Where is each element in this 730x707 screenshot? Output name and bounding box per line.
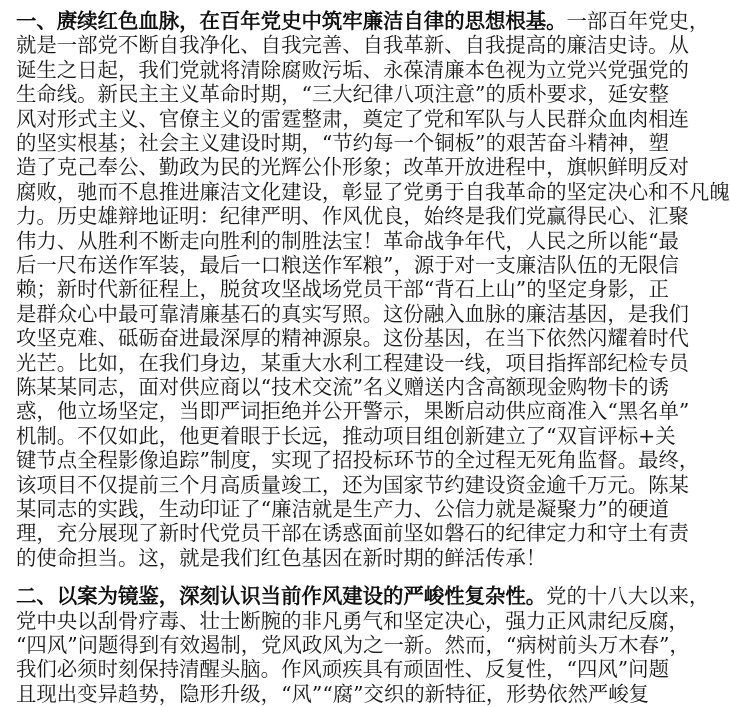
section1-line-22: 的使命担当。这，就是我们红色基因在新时期的鲜活传承！ bbox=[16, 545, 547, 570]
section1-line-19: 该项目不仅提前三个月高质量竣工，还为国家节约建设资金逾千万元。陈某 bbox=[16, 472, 689, 497]
section1-first-line bbox=[16, 8, 710, 34]
section2-line-2: “四风”问题得到有效遏制，党风政风为之一新。然而，“病树前头万木春”， bbox=[16, 633, 690, 657]
section1-line-12: 是群众心中最可靠清廉基石的真实写照。这份融入血脉的廉洁基因，是我们 bbox=[16, 301, 689, 326]
section2-line-4: 且现出变异趋势，隐形升级，“风”“腐”交织的新特征，形势依然严峻复 bbox=[16, 681, 650, 706]
section1-line-5: 的坚实根基；社会主义建设时期，“节约每一个铜板”的艰苦奋斗精神，塑 bbox=[16, 131, 669, 155]
section1-line-20: 某同志的实践，生动印证了“廉洁就是生产力、公信力就是凝聚力”的硬道 bbox=[16, 497, 669, 521]
section1-line-18: 键节点全程影像追踪”制度，实现了招投标环节的全过程无死角监督。最终， bbox=[16, 448, 700, 473]
section1-line-3: 生命线。新民主主义革命时期，“三大纪律八项注意”的质朴要求，延安整 bbox=[16, 82, 669, 107]
section1-line-9: 伟力、从胜利不断走向胜利的制胜法宝！革命战争年代，人民之所以能“最 bbox=[16, 228, 679, 253]
section1-line-17: 机制。不仅如此，他更着眼于长远，推动项目组创新建立了“双盲评标+关 bbox=[16, 423, 676, 448]
section2-line-1: 党中央以刮骨疗毒、壮士断腕的非凡勇气和坚定决心，强力正风肃纪反腐， bbox=[16, 608, 689, 633]
section1-line-21: 理，充分展现了新时代党员干部在诱惑面前坚如磐石的纪律定力和守土有责 bbox=[16, 521, 689, 546]
section1-line-13: 攻坚克难、砥砺奋进最深厚的精神源泉。这份基因，在当下依然闪耀着时代 bbox=[16, 326, 689, 351]
section1-line-7: 腐败，驰而不息推进廉洁文化建设，彰显了党勇于自我革命的坚定决心和不凡魄 bbox=[16, 179, 730, 204]
section1-line-16: 惑，他立场坚定，当即严词拒绝并公开警示，果断启动供应商准入“黑名单” bbox=[16, 399, 690, 424]
section1-line-8: 力。历史雄辩地证明：纪律严明、作风优良，始终是我们党赢得民心、汇聚 bbox=[16, 204, 689, 229]
section1-line-2: 诞生之日起，我们党就将清除腐败污垢、永葆清廉本色视为立党兴党强党的 bbox=[16, 57, 689, 82]
section2-line-0: 党的十八大以来， bbox=[546, 584, 710, 609]
section1-heading: 一、赓续红色血脉，在百年党史中筑牢廉洁自律的思想根基。 bbox=[16, 9, 567, 33]
section1-line-1: 就是一部党不断自我净化、自我完善、自我革新、自我提高的廉洁史诗。从 bbox=[16, 33, 689, 58]
section1-line-6: 造了克己奉公、勤政为民的光辉公仆形象；改革开放进程中，旗帜鲜明反对 bbox=[16, 155, 689, 180]
section1-line-14: 光芒。比如，在我们身边，某重大水利工程建设一线，项目指挥部纪检专员 bbox=[16, 350, 689, 375]
section2-line-3: 我们必须时刻保持清醒头脑。作风顽疾具有顽固性、反复性，“四风”问题 bbox=[16, 657, 669, 682]
section1-line-15: 陈某某同志，面对供应商以“技术交流”名义赠送内含高额现金购物卡的诱 bbox=[16, 375, 669, 399]
section1-line-0: 一部百年党史， bbox=[566, 9, 710, 33]
section1-line-11: 赖；新时代新征程上，脱贫攻坚战场党员干部“背石上山”的坚定身影，正 bbox=[16, 277, 669, 302]
section2-first-line bbox=[16, 583, 710, 609]
section1-line-10: 后一尺布送作军装，最后一口粮送作军粮”，源于对一支廉洁队伍的无限信 bbox=[16, 253, 679, 277]
section2-heading: 二、以案为镜鉴，深刻认识当前作风建设的严峻性复杂性。 bbox=[16, 584, 547, 609]
section1-line-4: 风对形式主义、官僚主义的雷霆整肃，奠定了党和军队与人民群众血肉相连 bbox=[16, 106, 689, 131]
